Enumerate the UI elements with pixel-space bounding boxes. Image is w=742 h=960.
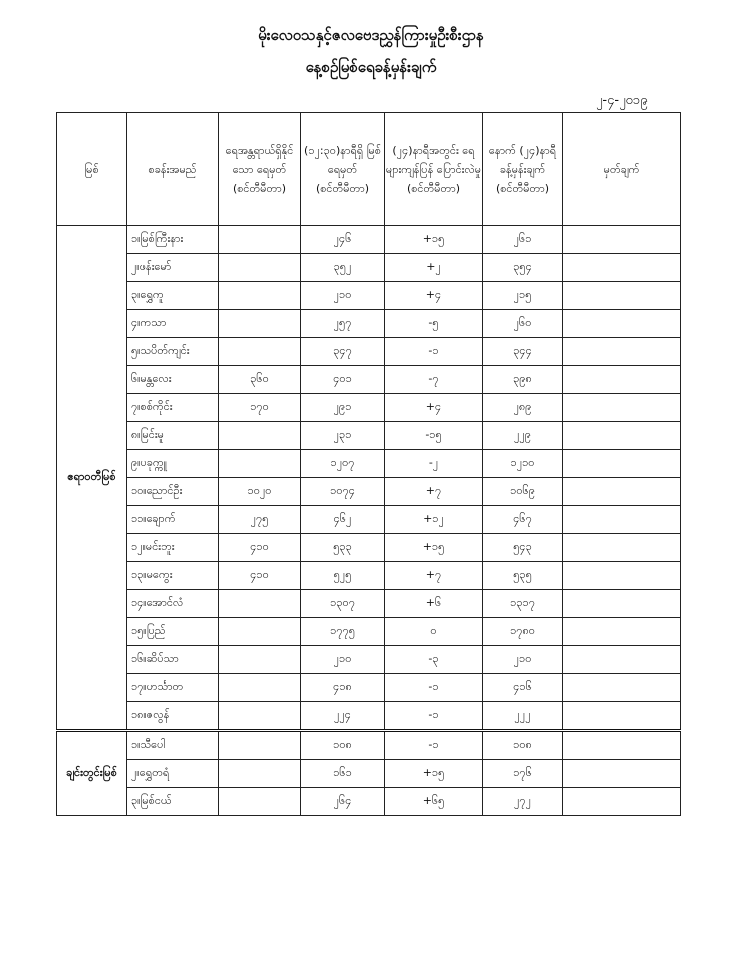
change-cell: -၇ [385, 366, 483, 394]
danger-level-cell [219, 731, 301, 760]
current-level-cell: ၄၁၈ [301, 674, 385, 702]
danger-level-cell [219, 338, 301, 366]
danger-level-cell [219, 590, 301, 618]
change-cell: +၂ [385, 254, 483, 282]
table-row [57, 478, 681, 506]
forecast-cell: ၁၀၆၉ [483, 478, 563, 506]
danger-level-cell: ၁၇၀ [219, 394, 301, 422]
current-level-cell: ၂၁၀ [301, 282, 385, 310]
station-name: ၃။ရွှေကူ [127, 282, 219, 310]
table-row [57, 394, 681, 422]
current-level-cell: ၅၂၅ [301, 562, 385, 590]
station-name: ၁၄။အောင်လံ [127, 590, 219, 618]
station-name: ၁၈။ဇလွန် [127, 702, 219, 731]
forecast-cell: ၂၂၉ [483, 422, 563, 450]
forecast-cell: ၁၀၈ [483, 731, 563, 760]
danger-level-cell [219, 310, 301, 338]
danger-level-cell [219, 450, 301, 478]
current-level-cell: ၅၃၃ [301, 534, 385, 562]
station-name: ၁၆။ဆိပ်သာ [127, 646, 219, 674]
table-row [57, 338, 681, 366]
river-name: ဧရာဝတီမြစ် [57, 226, 127, 731]
danger-level-cell [219, 618, 301, 646]
col-current-level-label: (၁၂:၃၀)နာရီရှိ မြစ်ရေမှတ် [304, 143, 381, 176]
forecast-cell: ၁၃၁၇ [483, 590, 563, 618]
danger-level-cell [219, 760, 301, 788]
danger-level-cell [219, 788, 301, 816]
forecast-cell: ၅၄၃ [483, 534, 563, 562]
col-change-unit: (စင်တီမီတာ) [406, 181, 461, 195]
river-level-table [56, 112, 681, 816]
current-level-cell: ၂၆၄ [301, 788, 385, 816]
change-cell: +၇ [385, 478, 483, 506]
col-forecast-label: နောက် (၂၄)နာရီ ခန့်မှန်းချက် [488, 143, 557, 176]
forecast-cell: ၂၈၉ [483, 394, 563, 422]
table-row [57, 282, 681, 310]
col-change-label: (၂၄)နာရီအတွင်း ရေများကျန်ပြန် ပြောင်းလဲမှု [385, 143, 482, 176]
remark-cell [563, 646, 681, 674]
current-level-cell: ၁၃၀၇ [301, 590, 385, 618]
forecast-cell: ၃၉၈ [483, 366, 563, 394]
table-body [57, 226, 681, 816]
table-row [57, 226, 681, 254]
danger-level-cell: ၃၆၀ [219, 366, 301, 394]
col-forecast [483, 113, 563, 226]
station-name: ၄။ကသာ [127, 310, 219, 338]
forecast-cell: ၁၇၈၀ [483, 618, 563, 646]
remark-cell [563, 674, 681, 702]
table-row [57, 310, 681, 338]
current-level-cell: ၂၂၄ [301, 702, 385, 731]
danger-level-cell [219, 646, 301, 674]
current-level-cell: ၂၃၁ [301, 422, 385, 450]
danger-level-cell [219, 674, 301, 702]
change-cell: -၁ [385, 702, 483, 731]
change-cell: -၂ [385, 450, 483, 478]
table-row [57, 760, 681, 788]
danger-level-cell [219, 702, 301, 731]
forecast-cell: ၂၆၁ [483, 226, 563, 254]
table-row [57, 674, 681, 702]
current-level-cell: ၁၀၇၄ [301, 478, 385, 506]
col-river: မြစ် [57, 113, 127, 226]
change-cell: -၁၅ [385, 422, 483, 450]
col-forecast-unit: (စင်တီမီတာ) [495, 181, 550, 195]
current-level-cell: ၂၉၁ [301, 394, 385, 422]
change-cell: +၇ [385, 562, 483, 590]
change-cell: +၄ [385, 282, 483, 310]
current-level-cell: ၁၀၈ [301, 731, 385, 760]
change-cell: -၁ [385, 674, 483, 702]
remark-cell [563, 226, 681, 254]
forecast-cell: ၂၁၅ [483, 282, 563, 310]
remark-cell [563, 702, 681, 731]
table-row [57, 618, 681, 646]
remark-cell [563, 788, 681, 816]
forecast-cell: ၃၄၄ [483, 338, 563, 366]
remark-cell [563, 422, 681, 450]
page-subtitle: နေ့စဉ်မြစ်ရေခန့်မှန်းချက် [305, 58, 437, 76]
col-danger-level-unit: (စင်တီမီတာ) [232, 181, 287, 195]
station-name: ၁၅။ပြည် [127, 618, 219, 646]
change-cell: +၄ [385, 394, 483, 422]
table-row [57, 422, 681, 450]
current-level-cell: ၄၆၂ [301, 506, 385, 534]
station-name: ၁၇။ဟင်္သာတ [127, 674, 219, 702]
change-cell: -၃ [385, 646, 483, 674]
col-change [385, 113, 483, 226]
col-station: စခန်းအမည် [127, 113, 219, 226]
danger-level-cell [219, 226, 301, 254]
current-level-cell: ၃၅၂ [301, 254, 385, 282]
station-name: ၁၂။မင်းဘူး [127, 534, 219, 562]
station-name: ၈။မြင်းမူ [127, 422, 219, 450]
col-current-level-unit: (စင်တီမီတာ) [315, 181, 370, 195]
remark-cell [563, 394, 681, 422]
station-name: ၃။မြစ်ငယ် [127, 788, 219, 816]
station-name: ၇။စစ်ကိုင်း [127, 394, 219, 422]
station-name: ၂။ဖန်းမော် [127, 254, 219, 282]
change-cell: +၁၅ [385, 534, 483, 562]
col-current-level [301, 113, 385, 226]
change-cell: +၁၅ [385, 760, 483, 788]
forecast-cell: ၃၅၄ [483, 254, 563, 282]
table-row [57, 702, 681, 731]
table-row [57, 590, 681, 618]
remark-cell [563, 450, 681, 478]
current-level-cell: ၃၄၇ [301, 338, 385, 366]
current-level-cell: ၂၅၇ [301, 310, 385, 338]
current-level-cell: ၂၁၀ [301, 646, 385, 674]
change-cell: +၁၂ [385, 506, 483, 534]
remark-cell [563, 534, 681, 562]
change-cell: +၁၅ [385, 226, 483, 254]
remark-cell [563, 310, 681, 338]
remark-cell [563, 562, 681, 590]
table-row [57, 646, 681, 674]
forecast-cell: ၄၆၇ [483, 506, 563, 534]
current-level-cell: ၁၂၀၇ [301, 450, 385, 478]
change-cell: -၅ [385, 310, 483, 338]
change-cell: -၁ [385, 338, 483, 366]
current-level-cell: ၁၇၇၅ [301, 618, 385, 646]
station-name: ၁၃။မကွေး [127, 562, 219, 590]
remark-cell [563, 282, 681, 310]
table-row [57, 450, 681, 478]
danger-level-cell: ၁၀၂၀ [219, 478, 301, 506]
forecast-cell: ၂၁၀ [483, 646, 563, 674]
current-level-cell: ၁၆၁ [301, 760, 385, 788]
table-row [57, 562, 681, 590]
remark-cell [563, 760, 681, 788]
station-name: ၅။သပိတ်ကျင်း [127, 338, 219, 366]
danger-level-cell: ၂၇၅ [219, 506, 301, 534]
station-name: ၁။သီပေါ [127, 731, 219, 760]
river-name: ချင်းတွင်းမြစ် [57, 731, 127, 816]
col-danger-level [219, 113, 301, 226]
table-row [57, 254, 681, 282]
page-title: မိုးလေဝသနှင့်ဇလဗေဒညွှန်ကြားမှုဦးစီးဌာန [258, 26, 484, 44]
station-name: ၆။မန္တလေး [127, 366, 219, 394]
col-remark: မှတ်ချက် [563, 113, 681, 226]
station-name: ၁။မြစ်ကြီးနား [127, 226, 219, 254]
station-name: ၁၁။ချောက် [127, 506, 219, 534]
remark-cell [563, 506, 681, 534]
change-cell: -၁ [385, 731, 483, 760]
current-level-cell: ၄၀၁ [301, 366, 385, 394]
forecast-cell: ၁၇၆ [483, 760, 563, 788]
danger-level-cell: ၄၁၀ [219, 562, 301, 590]
report-date: ၂-၄-၂၀၁၉ [596, 93, 648, 108]
remark-cell [563, 731, 681, 760]
station-name: ၉။ပခုက္ကူ [127, 450, 219, 478]
forecast-cell: ၂၂၂ [483, 702, 563, 731]
table-row [57, 788, 681, 816]
forecast-cell: ၂၆၀ [483, 310, 563, 338]
remark-cell [563, 478, 681, 506]
danger-level-cell [219, 254, 301, 282]
danger-level-cell: ၄၁၀ [219, 534, 301, 562]
current-level-cell: ၂၄၆ [301, 226, 385, 254]
remark-cell [563, 618, 681, 646]
change-cell: +၆၅ [385, 788, 483, 816]
table-row [57, 366, 681, 394]
remark-cell [563, 590, 681, 618]
table-row [57, 506, 681, 534]
remark-cell [563, 338, 681, 366]
danger-level-cell [219, 422, 301, 450]
danger-level-cell [219, 282, 301, 310]
table-row [57, 534, 681, 562]
change-cell: ၀ [385, 618, 483, 646]
remark-cell [563, 254, 681, 282]
station-name: ၁၀။ညောင်ဦး [127, 478, 219, 506]
remark-cell [563, 366, 681, 394]
forecast-cell: ၅၃၅ [483, 562, 563, 590]
forecast-cell: ၁၂၁၀ [483, 450, 563, 478]
forecast-cell: ၂၇၂ [483, 788, 563, 816]
table-header-row [57, 113, 681, 226]
col-danger-level-label: ရေအန္တရာယ်ရှိနိုင်သော ရေမှတ် [225, 143, 294, 176]
forecast-cell: ၄၁၆ [483, 674, 563, 702]
change-cell: +၆ [385, 590, 483, 618]
table-row [57, 731, 681, 760]
station-name: ၂။ရွှေတရံ [127, 760, 219, 788]
